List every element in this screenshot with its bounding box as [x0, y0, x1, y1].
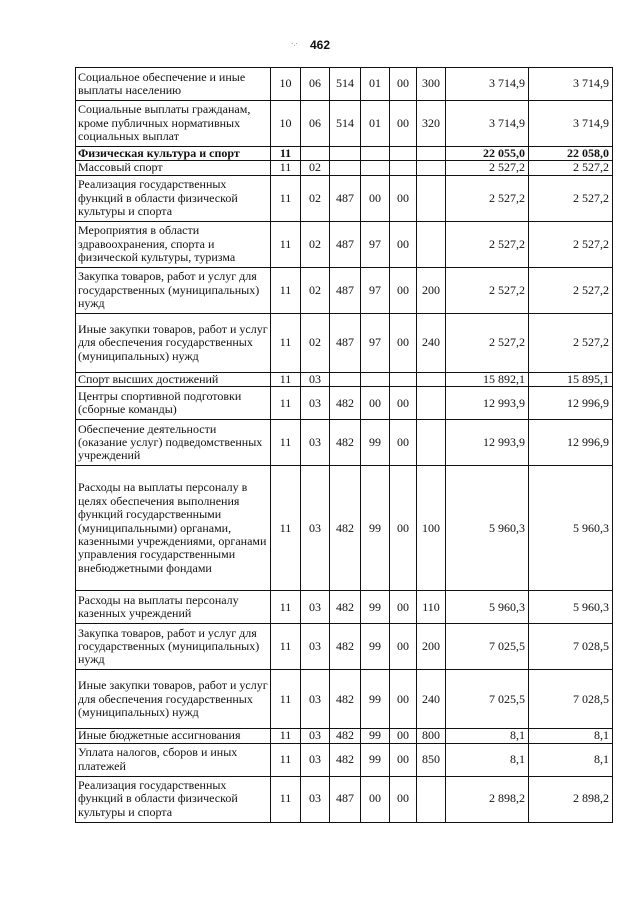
cell-amount-2: 2 527,2	[529, 313, 613, 372]
cell-expense-type: 200	[417, 624, 446, 670]
cell-amount-2: 3 714,9	[529, 68, 613, 101]
cell-amount-1: 22 055,0	[446, 147, 529, 161]
cell-section: 11	[271, 147, 301, 161]
cell-target-program: 482	[330, 670, 361, 729]
cell-section: 11	[271, 420, 301, 466]
cell-amount-1: 2 527,2	[446, 221, 529, 267]
cell-target-item: 00	[390, 221, 417, 267]
cell-section: 11	[271, 591, 301, 624]
cell-amount-2: 12 996,9	[529, 420, 613, 466]
cell-target-subprogram	[361, 372, 390, 386]
cell-target-subprogram: 01	[361, 68, 390, 101]
cell-target-program: 487	[330, 267, 361, 313]
table-row	[76, 221, 613, 267]
cell-target-subprogram: 99	[361, 591, 390, 624]
cell-section: 11	[271, 670, 301, 729]
cell-expense-type: 800	[417, 729, 446, 743]
cell-target-program: 487	[330, 175, 361, 221]
cell-subsection: 02	[301, 221, 330, 267]
table-row	[76, 267, 613, 313]
cell-amount-1: 8,1	[446, 729, 529, 743]
cell-target-program: 482	[330, 591, 361, 624]
cell-target-subprogram: 00	[361, 776, 390, 822]
cell-name: Расходы на выплаты персоналу в целях обеспечения выполнения функций государственными (муниципальными) органами, казенными учреждениями, органами управления государственными внебюджетными фондами	[76, 466, 271, 591]
cell-target-program: 482	[330, 420, 361, 466]
table-row	[76, 670, 613, 729]
cell-target-subprogram: 00	[361, 175, 390, 221]
cell-target-item	[390, 372, 417, 386]
cell-target-subprogram: 97	[361, 267, 390, 313]
cell-amount-1: 7 025,5	[446, 624, 529, 670]
table-row	[76, 175, 613, 221]
cell-target-subprogram: 97	[361, 221, 390, 267]
scan-speck: ·.·	[291, 40, 298, 48]
cell-amount-2: 2 527,2	[529, 161, 613, 175]
cell-section: 11	[271, 372, 301, 386]
cell-name: Иные закупки товаров, работ и услуг для обеспечения государственных (муниципальных) нужд	[76, 670, 271, 729]
cell-expense-type	[417, 161, 446, 175]
cell-expense-type	[417, 776, 446, 822]
cell-target-program	[330, 161, 361, 175]
cell-target-program: 487	[330, 221, 361, 267]
cell-name: Социальное обеспечение и иные выплаты населению	[76, 68, 271, 101]
table-row	[76, 466, 613, 591]
cell-name: Спорт высших достижений	[76, 372, 271, 386]
cell-amount-2: 3 714,9	[529, 101, 613, 147]
cell-target-subprogram: 00	[361, 387, 390, 420]
cell-target-program: 482	[330, 743, 361, 776]
cell-target-program: 487	[330, 313, 361, 372]
cell-target-item: 00	[390, 466, 417, 591]
cell-target-subprogram: 97	[361, 313, 390, 372]
cell-target-subprogram: 01	[361, 101, 390, 147]
table-row	[76, 743, 613, 776]
cell-amount-2: 5 960,3	[529, 466, 613, 591]
cell-amount-2: 2 527,2	[529, 221, 613, 267]
cell-section: 11	[271, 267, 301, 313]
cell-name: Иные бюджетные ассигнования	[76, 729, 271, 743]
cell-name: Реализация государственных функций в области физической культуры и спорта	[76, 175, 271, 221]
cell-expense-type: 300	[417, 68, 446, 101]
cell-target-item: 00	[390, 776, 417, 822]
cell-section: 11	[271, 313, 301, 372]
cell-subsection: 03	[301, 776, 330, 822]
cell-name: Физическая культура и спорт	[76, 147, 271, 161]
cell-target-subprogram: 99	[361, 624, 390, 670]
cell-amount-1: 2 898,2	[446, 776, 529, 822]
cell-subsection: 03	[301, 387, 330, 420]
cell-target-item: 00	[390, 624, 417, 670]
cell-target-subprogram: 99	[361, 420, 390, 466]
cell-name: Социальные выплаты гражданам, кроме публичных нормативных социальных выплат	[76, 101, 271, 147]
cell-expense-type	[417, 420, 446, 466]
table-row	[76, 147, 613, 161]
cell-section: 11	[271, 624, 301, 670]
table-row	[76, 68, 613, 101]
table-row	[76, 729, 613, 743]
cell-expense-type	[417, 372, 446, 386]
cell-target-subprogram: 99	[361, 743, 390, 776]
page-number: 462	[309, 38, 331, 52]
cell-amount-1: 7 025,5	[446, 670, 529, 729]
cell-target-subprogram	[361, 161, 390, 175]
table-row	[76, 161, 613, 175]
cell-amount-2: 5 960,3	[529, 591, 613, 624]
cell-amount-1: 2 527,2	[446, 267, 529, 313]
cell-name: Центры спортивной подготовки (сборные команды)	[76, 387, 271, 420]
cell-target-item: 00	[390, 68, 417, 101]
table-row	[76, 591, 613, 624]
cell-target-program: 482	[330, 729, 361, 743]
cell-target-item: 00	[390, 101, 417, 147]
cell-amount-2: 7 028,5	[529, 670, 613, 729]
cell-section: 11	[271, 221, 301, 267]
cell-target-subprogram: 99	[361, 466, 390, 591]
cell-target-item: 00	[390, 743, 417, 776]
cell-expense-type	[417, 147, 446, 161]
cell-amount-2: 7 028,5	[529, 624, 613, 670]
cell-section: 11	[271, 387, 301, 420]
cell-section: 10	[271, 101, 301, 147]
table-row	[76, 372, 613, 386]
cell-target-program: 482	[330, 466, 361, 591]
cell-amount-2: 2 527,2	[529, 175, 613, 221]
cell-subsection	[301, 147, 330, 161]
cell-name: Обеспечение деятельности (оказание услуг) подведомственных учреждений	[76, 420, 271, 466]
cell-name: Иные закупки товаров, работ и услуг для обеспечения государственных (муниципальных) нужд	[76, 313, 271, 372]
cell-expense-type: 110	[417, 591, 446, 624]
cell-target-item: 00	[390, 591, 417, 624]
cell-amount-2: 2 527,2	[529, 267, 613, 313]
cell-amount-1: 12 993,9	[446, 420, 529, 466]
budget-table	[75, 67, 613, 823]
cell-subsection: 03	[301, 743, 330, 776]
cell-section: 11	[271, 743, 301, 776]
cell-target-item	[390, 147, 417, 161]
cell-subsection: 02	[301, 313, 330, 372]
cell-section: 11	[271, 175, 301, 221]
table-row	[76, 313, 613, 372]
table-row	[76, 624, 613, 670]
cell-section: 11	[271, 466, 301, 591]
cell-target-item: 00	[390, 420, 417, 466]
cell-subsection: 02	[301, 175, 330, 221]
cell-target-item: 00	[390, 313, 417, 372]
cell-subsection: 03	[301, 372, 330, 386]
cell-expense-type: 850	[417, 743, 446, 776]
cell-amount-2: 22 058,0	[529, 147, 613, 161]
cell-amount-1: 2 527,2	[446, 175, 529, 221]
cell-section: 11	[271, 729, 301, 743]
cell-name: Мероприятия в области здравоохранения, спорта и физической культуры, туризма	[76, 221, 271, 267]
cell-target-item: 00	[390, 267, 417, 313]
cell-target-program: 482	[330, 387, 361, 420]
cell-section: 10	[271, 68, 301, 101]
cell-subsection: 06	[301, 101, 330, 147]
cell-name: Массовый спорт	[76, 161, 271, 175]
cell-subsection: 03	[301, 624, 330, 670]
cell-target-program: 482	[330, 624, 361, 670]
cell-target-item: 00	[390, 729, 417, 743]
cell-target-program: 514	[330, 68, 361, 101]
cell-section: 11	[271, 161, 301, 175]
cell-target-program: 487	[330, 776, 361, 822]
cell-subsection: 06	[301, 68, 330, 101]
cell-target-item: 00	[390, 670, 417, 729]
table-row	[76, 387, 613, 420]
cell-subsection: 03	[301, 466, 330, 591]
cell-target-item: 00	[390, 175, 417, 221]
cell-amount-1: 8,1	[446, 743, 529, 776]
cell-name: Расходы на выплаты персоналу казенных учреждений	[76, 591, 271, 624]
cell-subsection: 02	[301, 161, 330, 175]
cell-amount-2: 8,1	[529, 743, 613, 776]
cell-target-program: 514	[330, 101, 361, 147]
cell-subsection: 03	[301, 420, 330, 466]
cell-expense-type	[417, 387, 446, 420]
cell-name: Закупка товаров, работ и услуг для государственных (муниципальных) нужд	[76, 267, 271, 313]
cell-target-subprogram: 99	[361, 729, 390, 743]
cell-subsection: 03	[301, 729, 330, 743]
cell-expense-type: 200	[417, 267, 446, 313]
cell-subsection: 02	[301, 267, 330, 313]
cell-amount-2: 12 996,9	[529, 387, 613, 420]
cell-target-item: 00	[390, 387, 417, 420]
cell-amount-1: 15 892,1	[446, 372, 529, 386]
cell-target-item	[390, 161, 417, 175]
cell-name: Закупка товаров, работ и услуг для государственных (муниципальных) нужд	[76, 624, 271, 670]
cell-amount-1: 12 993,9	[446, 387, 529, 420]
cell-amount-2: 15 895,1	[529, 372, 613, 386]
cell-amount-1: 3 714,9	[446, 101, 529, 147]
cell-amount-2: 2 898,2	[529, 776, 613, 822]
cell-expense-type: 240	[417, 670, 446, 729]
table-row	[76, 101, 613, 147]
cell-target-subprogram: 99	[361, 670, 390, 729]
cell-amount-1: 2 527,2	[446, 161, 529, 175]
table-row	[76, 776, 613, 822]
cell-expense-type: 100	[417, 466, 446, 591]
cell-expense-type	[417, 175, 446, 221]
cell-expense-type: 240	[417, 313, 446, 372]
cell-subsection: 03	[301, 591, 330, 624]
cell-amount-1: 5 960,3	[446, 466, 529, 591]
cell-amount-1: 5 960,3	[446, 591, 529, 624]
table-row	[76, 420, 613, 466]
cell-amount-2: 8,1	[529, 729, 613, 743]
cell-name: Реализация государственных функций в области физической культуры и спорта	[76, 776, 271, 822]
cell-target-program	[330, 147, 361, 161]
cell-expense-type	[417, 221, 446, 267]
cell-target-program	[330, 372, 361, 386]
cell-name: Уплата налогов, сборов и иных платежей	[76, 743, 271, 776]
budget-table-body	[76, 68, 613, 823]
cell-section: 11	[271, 776, 301, 822]
cell-subsection: 03	[301, 670, 330, 729]
cell-target-subprogram	[361, 147, 390, 161]
cell-amount-1: 3 714,9	[446, 68, 529, 101]
cell-expense-type: 320	[417, 101, 446, 147]
cell-amount-1: 2 527,2	[446, 313, 529, 372]
